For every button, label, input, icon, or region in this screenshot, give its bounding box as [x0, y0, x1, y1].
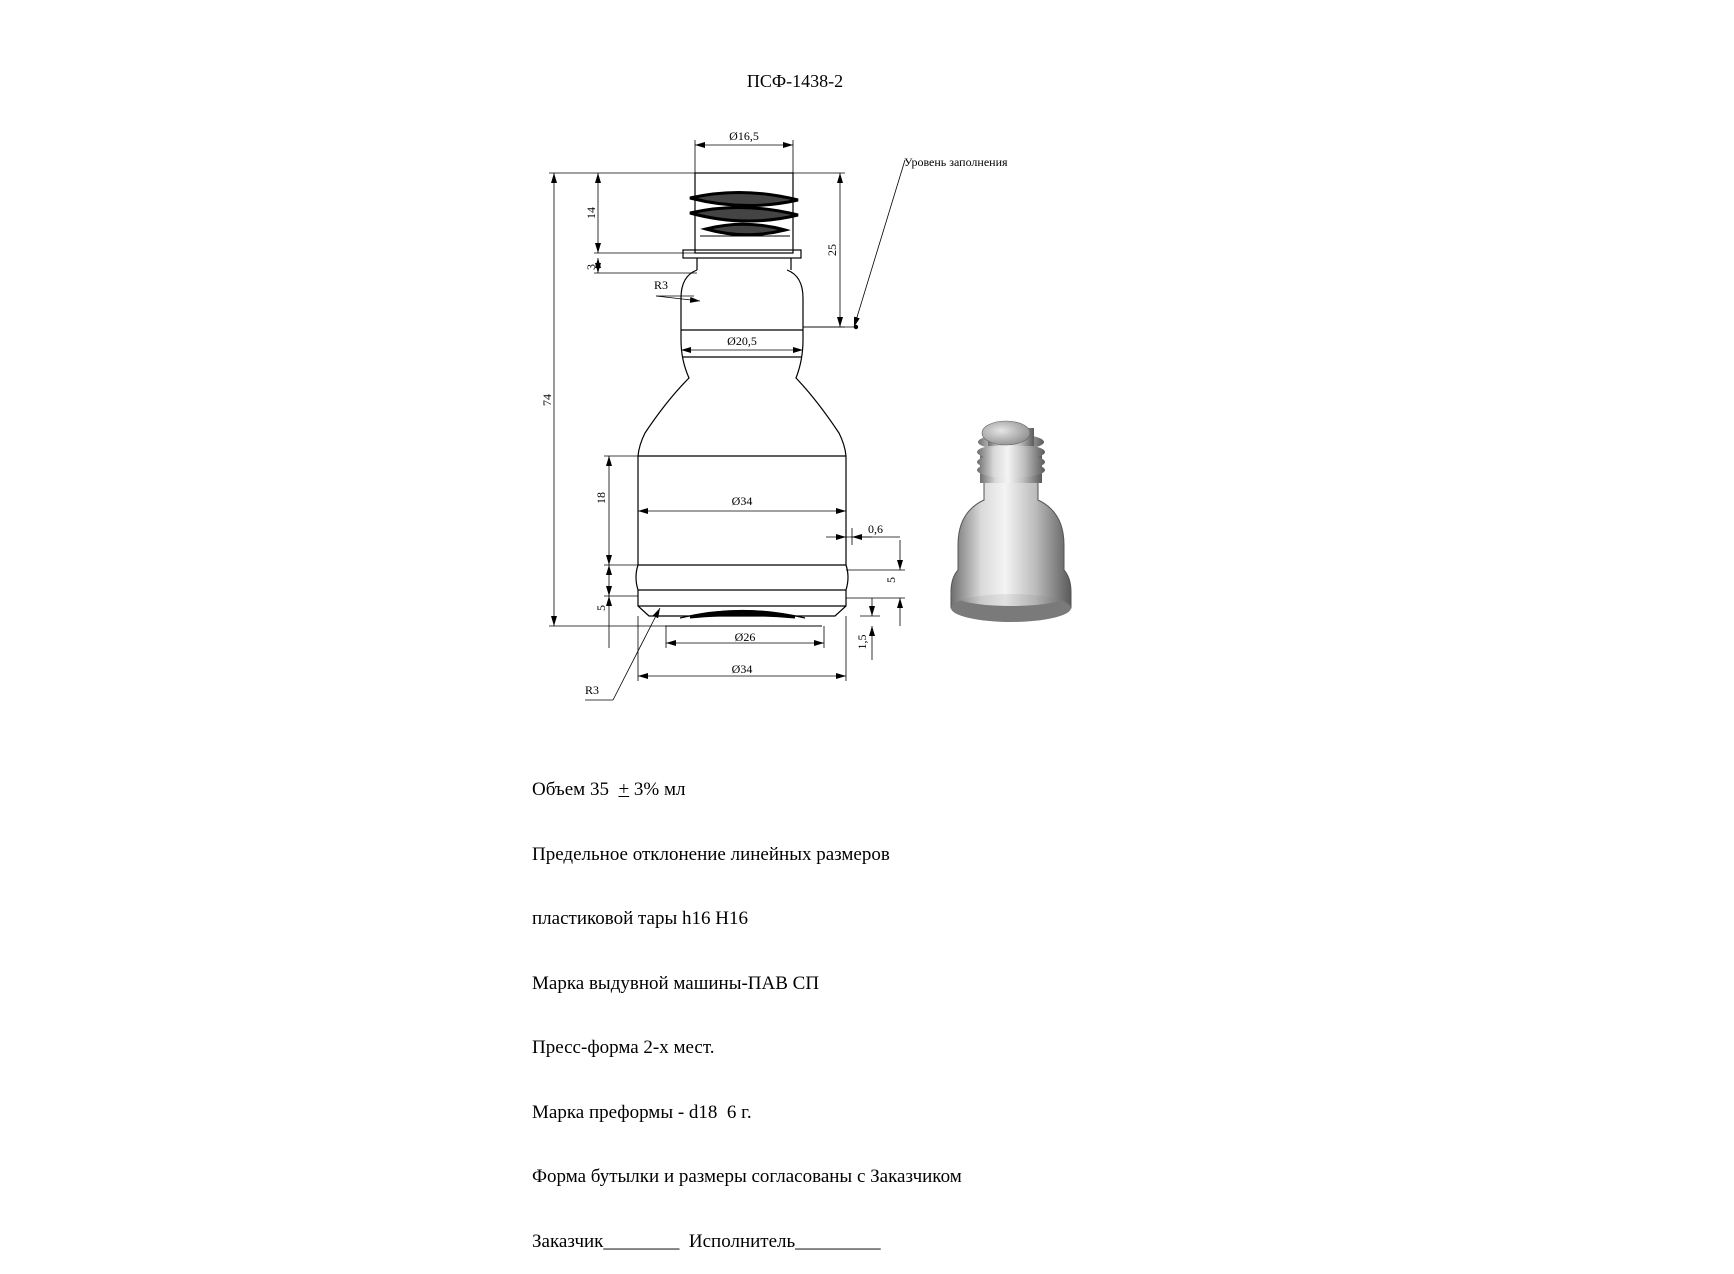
note-volume-prefix: Объем 35	[532, 779, 619, 800]
dim-wall-thickness: 0,6	[868, 522, 883, 536]
callout-fill-level: Уровень заполнения	[904, 155, 1008, 169]
dim-base-recess-depth: 1,5	[855, 634, 869, 650]
dim-right-base-height: 5	[884, 577, 898, 583]
dim-base-inner-diameter: Ø26	[734, 630, 756, 644]
note-tolerance-line1: Предельное отклонение линейных размеров	[532, 843, 890, 865]
note-tolerance-line2: пластиковой тары h16 H16	[532, 908, 748, 929]
note-volume	[532, 779, 1092, 801]
fill-level-point	[854, 325, 858, 329]
dim-overall-height: 74	[540, 394, 554, 406]
notes-block	[532, 736, 1092, 1274]
dim-base-height: 5	[594, 605, 608, 611]
base-punt-hatching	[665, 611, 822, 627]
note-mold: Пресс-форма 2-х мест.	[532, 1037, 715, 1058]
drawing-title: ПСФ-1438-2	[746, 71, 844, 91]
note-agreement: Форма бутылки и размеры согласованы с Заказчиком	[532, 1166, 962, 1187]
dim-shoulder-diameter: Ø20,5	[727, 334, 757, 348]
note-preform: Марка преформы - d18 6 г.	[532, 1101, 752, 1123]
thread-hatching	[690, 192, 798, 236]
dim-base-outer-diameter: Ø34	[731, 662, 753, 676]
dim-neck-diameter: Ø16,5	[729, 129, 759, 143]
note-machine: Марка выдувной машины-ПАВ СП	[532, 972, 820, 994]
dim-radius-bottom: R3	[585, 683, 600, 697]
dim-fill-level-depth: 25	[825, 244, 839, 256]
dim-ring-height: 3	[584, 264, 598, 270]
dim-radius-top: R3	[654, 278, 669, 292]
dim-label-band-height: 18	[594, 492, 608, 504]
dim-thread-height: 14	[584, 207, 598, 219]
bottle-3d-render	[951, 421, 1071, 622]
plus-minus-sign: +	[618, 779, 630, 800]
dim-body-diameter: Ø34	[731, 494, 753, 508]
bottle-profile	[636, 173, 848, 616]
note-signatures: Заказчик________ Исполнитель_________	[532, 1230, 881, 1252]
note-volume-suffix: 3% мл	[629, 779, 686, 800]
